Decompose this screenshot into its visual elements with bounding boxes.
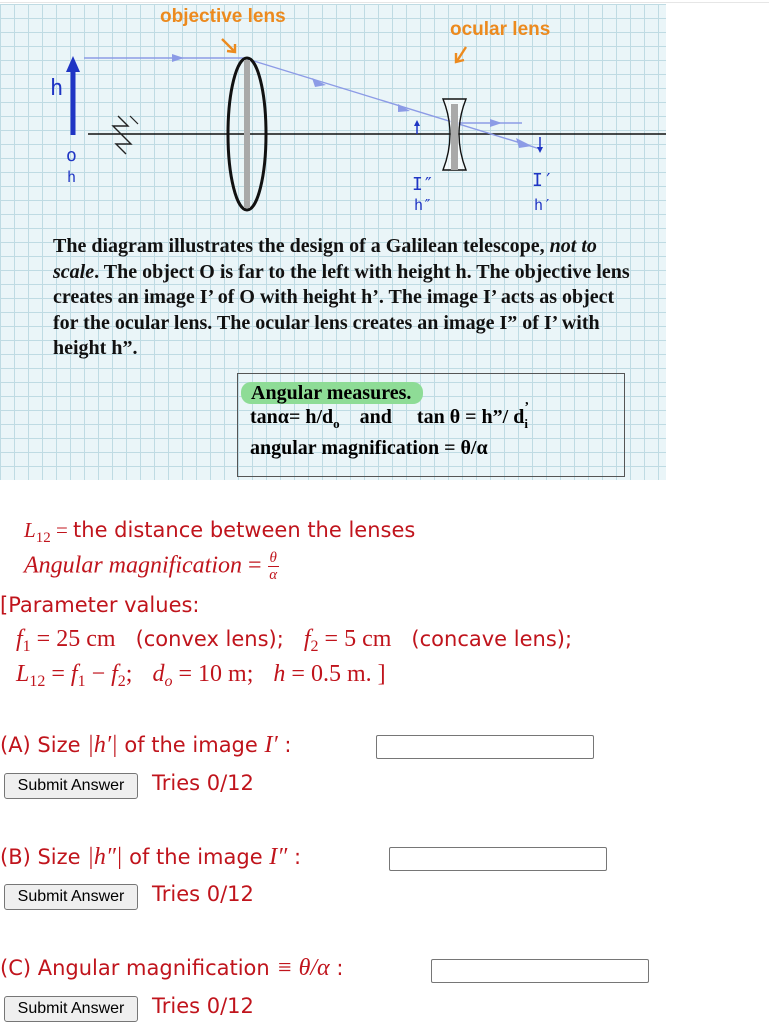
telescope-diagram — [0, 4, 666, 480]
image-i1-label: I′ — [532, 170, 554, 191]
image-h2-label: h″ — [414, 196, 433, 214]
question-c-submit-button[interactable]: Submit Answer — [4, 996, 138, 1022]
question-a-tries: Tries 0/12 — [152, 771, 254, 795]
question-b-label: (B) Size |h″| of the image I″ : — [0, 844, 302, 870]
angular-measures-box — [237, 373, 625, 477]
question-a-answer-input[interactable] — [376, 735, 594, 759]
tan-relations: $\tan\alpha= h/d_o$ and tan θ = h”/ d ’ $_i$ — [250, 400, 529, 431]
question-b-submit-button[interactable]: Submit Answer — [4, 884, 138, 910]
image-h1-label: h′ — [534, 196, 553, 214]
parameter-header: [Parameter values: — [0, 593, 200, 617]
question-c-label: (C) Angular magnification ≡ θ/α : — [0, 955, 344, 981]
caption-text: The diagram illustrates the design of a Galilean telescope, not to scale. The object O is far to the left with height h. The objective lens creates an image I’ of O with height h’. The image I’ acts as object for the ocular lens. The ocular lens creates an image I” of I’ with height h”. — [53, 235, 630, 359]
object-h-small-label: h — [67, 168, 77, 186]
refracted-ray — [244, 58, 540, 149]
parameter-distances: $L_{12} = f_1 - f_2$; $d_o = 10$ m; h = 0.5 m. ] — [16, 661, 386, 691]
question-a-label: (A) Size |h′| of the image I′ : — [0, 732, 292, 758]
angular-magnification-definition: Angular magnification = $\frac{\theta}{\alpha}$ — [24, 550, 278, 583]
axis-break-symbol — [113, 116, 131, 154]
parameter-focal-lengths: $f_1 = 25$ cm (convex lens); $f_2 = 5$ cm (concave lens); — [16, 626, 573, 656]
L12-definition: $L_{12}$ = the distance between the lenses — [24, 518, 416, 547]
question-b-tries: Tries 0/12 — [152, 882, 254, 906]
diagram-caption — [53, 234, 633, 362]
question-b-answer-input[interactable] — [389, 847, 607, 871]
objective-lens-label: objective lens — [160, 6, 286, 27]
question-c-answer-input[interactable] — [431, 959, 649, 983]
image-i2-label: I″ — [412, 174, 434, 195]
question-a-submit-button[interactable]: Submit Answer — [4, 773, 138, 799]
question-c-tries: Tries 0/12 — [152, 994, 254, 1018]
ocular-lens-label: ocular lens — [450, 19, 551, 40]
angular-measures-title: Angular measures. — [241, 382, 423, 404]
page-top-rule — [0, 2, 769, 3]
magnification-formula: angular magnification = θ/α — [250, 437, 488, 459]
object-height-label: h — [50, 76, 64, 101]
object-o-label: o — [66, 145, 77, 166]
